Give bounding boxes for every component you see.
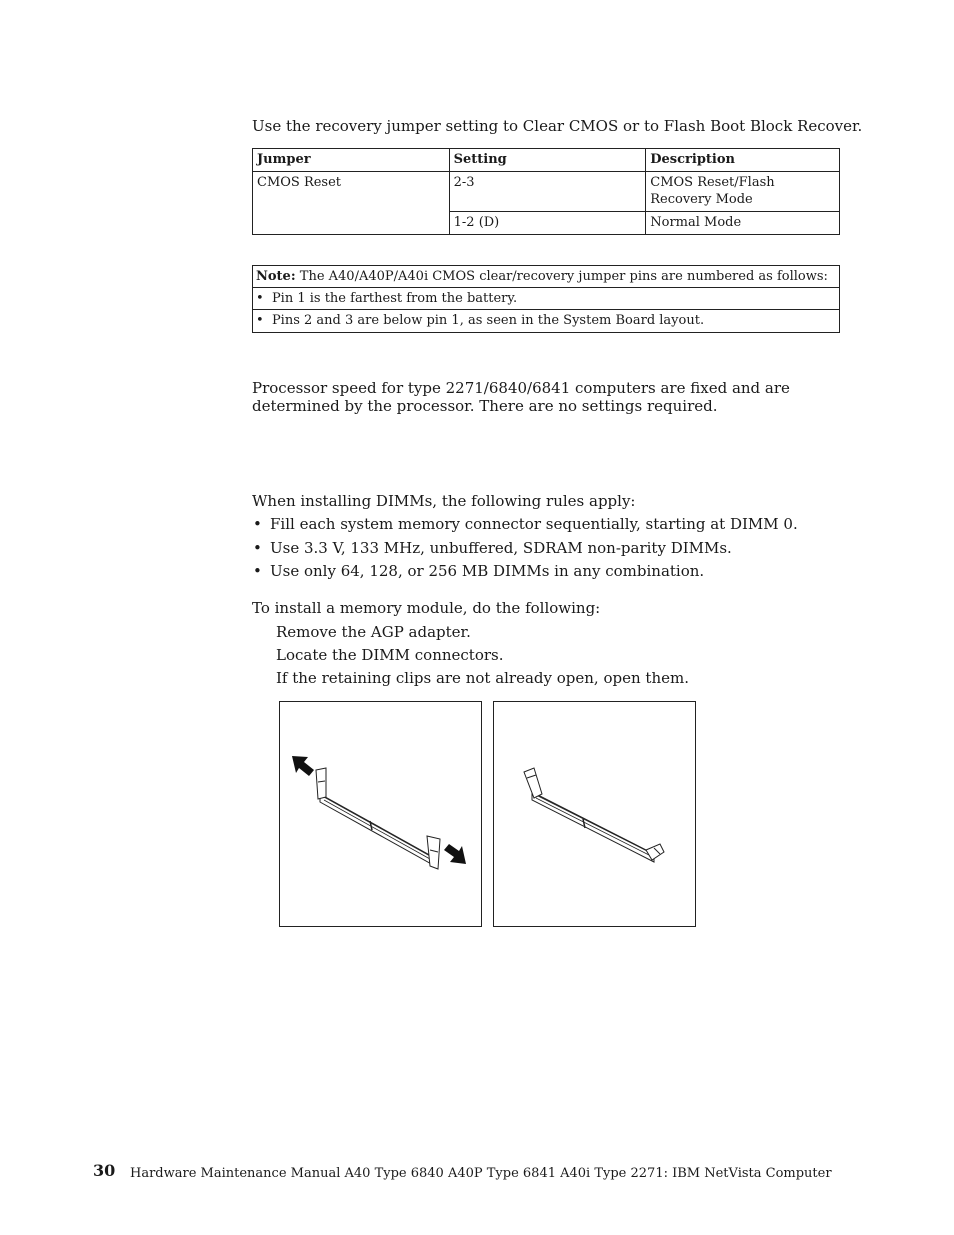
cell-setting: 1-2 (D) bbox=[449, 212, 646, 235]
note-item-text: Pin 1 is the farthest from the battery. bbox=[271, 291, 518, 306]
page-number: 30 bbox=[93, 1161, 116, 1180]
bullet: • bbox=[253, 515, 262, 533]
install-step: Locate the DIMM connectors. bbox=[276, 646, 504, 664]
note-label: Note: bbox=[256, 269, 296, 284]
header-description: Description bbox=[646, 149, 840, 172]
dimm-rule-text: Use only 64, 128, or 256 MB DIMMs in any combination. bbox=[270, 562, 705, 580]
bullet: • bbox=[253, 562, 262, 580]
note-item bbox=[256, 310, 704, 331]
note-item-text: Pins 2 and 3 are below pin 1, as seen in the System Board layout. bbox=[271, 313, 705, 328]
install-step: Remove the AGP adapter. bbox=[276, 623, 471, 641]
cell-setting: 2-3 bbox=[449, 172, 646, 212]
bullet: • bbox=[256, 313, 264, 328]
cell-jumper: CMOS Reset bbox=[253, 172, 450, 235]
intro-text: Use the recovery jumper setting to Clear CMOS or to Flash Boot Block Recover. bbox=[252, 117, 863, 135]
arrow-left-icon bbox=[292, 756, 314, 776]
figure-open-clips bbox=[279, 701, 482, 927]
dimm-rule-text: Use 3.3 V, 133 MHz, unbuffered, SDRAM non-parity DIMMs. bbox=[270, 539, 732, 557]
note-heading bbox=[256, 266, 828, 287]
jumper-table bbox=[252, 148, 840, 235]
cell-description: Normal Mode bbox=[646, 212, 840, 235]
cell-description: CMOS Reset/Flash Recovery Mode bbox=[646, 172, 840, 212]
note-item bbox=[256, 288, 517, 309]
header-setting: Setting bbox=[449, 149, 646, 172]
bullet: • bbox=[256, 291, 264, 306]
footer-title: Hardware Maintenance Manual A40 Type 6840 A40P Type 6841 A40i Type 2271: IBM NetVista Computer bbox=[130, 1166, 832, 1181]
header-jumper: Jumper bbox=[253, 149, 450, 172]
table-row bbox=[253, 172, 840, 212]
install-step: If the retaining clips are not already open, open them. bbox=[276, 669, 689, 687]
processor-text: Processor speed for type 2271/6840/6841 computers are fixed and are determined by the processor. There are no settings required. bbox=[252, 379, 790, 415]
note-box bbox=[252, 265, 840, 333]
table-header-row bbox=[253, 149, 840, 172]
arrow-right-icon bbox=[444, 844, 466, 864]
figure-clips-open bbox=[493, 701, 696, 927]
dimm-rule-text: Fill each system memory connector sequentially, starting at DIMM 0. bbox=[270, 515, 798, 533]
bullet: • bbox=[253, 539, 262, 557]
dimm-connector-illustration bbox=[280, 702, 481, 926]
dimm-intro: When installing DIMMs, the following rules apply: bbox=[252, 492, 636, 510]
dimm-connector-illustration bbox=[494, 702, 695, 926]
note-text: The A40/A40P/A40i CMOS clear/recovery jumper pins are numbered as follows: bbox=[299, 269, 828, 284]
install-intro: To install a memory module, do the following: bbox=[252, 599, 601, 617]
